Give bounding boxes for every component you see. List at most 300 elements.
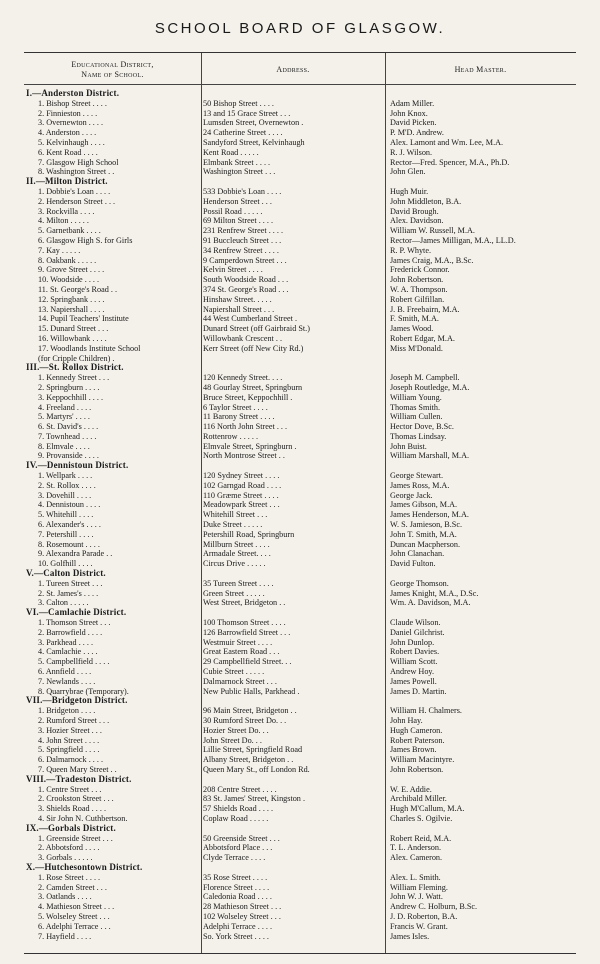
school-name: 8. Washington Street . . [38, 167, 115, 177]
school-address: Duke Street . . . . . [203, 520, 263, 530]
head-master: J. B. Freebairn, M.A. [390, 304, 460, 314]
head-master: William Cullen. [390, 412, 443, 422]
table-row [24, 403, 576, 413]
table-row [24, 354, 576, 364]
head-master: Hugh M'Callum, M.A. [390, 804, 465, 814]
school-name: (for Cripple Children) . [38, 353, 115, 363]
header-head-master: Head Master. [454, 65, 507, 74]
school-address: 374 St. George's Road . . . [203, 284, 289, 294]
district-heading-row [24, 363, 576, 373]
school-name: 8. Quarrybrae (Temporary). [38, 686, 129, 696]
table-row [24, 598, 576, 608]
school-address: 50 Greenside Street . . . [203, 833, 280, 843]
head-master: F. Smith, M.A. [390, 314, 439, 324]
head-master: Alex. Davidson. [390, 216, 444, 226]
head-master: William Fleming. [390, 882, 448, 892]
head-master: James Ross, M.A. [390, 480, 450, 490]
district-heading: VIII.—Tradeston District. [26, 774, 132, 784]
head-master: Miss M'Donald. [390, 343, 443, 353]
header-rule [24, 84, 576, 85]
table-row [24, 589, 576, 599]
head-master: John Middleton, B.A. [390, 196, 462, 206]
district-heading-row [24, 177, 576, 187]
header-address: Address. [276, 65, 310, 74]
table-row [24, 275, 576, 285]
school-name: 10. Woodside . . . . [38, 275, 100, 285]
school-name: 9. Alexandra Parade . . [38, 549, 113, 559]
table-row [24, 549, 576, 559]
school-name: 3. Keppochhill . . . . [38, 392, 104, 402]
school-address: 11 Barony Street . . . . [203, 412, 275, 422]
table-row [24, 216, 576, 226]
header-school-line: Name of School. [81, 70, 144, 79]
school-address: Bruce Street, Keppochhill . [203, 392, 293, 402]
school-address: 110 Græme Street . . . . [203, 490, 279, 500]
head-master: T. L. Anderson. [390, 843, 442, 853]
head-master: Claude Wilson. [390, 618, 441, 628]
school-address: Kerr Street (off New City Rd.) [203, 343, 304, 353]
district-heading: II.—Milton District. [26, 177, 108, 187]
table-row [24, 559, 576, 569]
district-heading: VI.—Camlachie District. [26, 608, 127, 618]
school-name: 16. Willowbank . . . . [38, 333, 107, 343]
table-row [24, 207, 576, 217]
head-master: Charles S. Ogilvie. [390, 813, 453, 823]
head-master: Joseph M. Campbell. [390, 373, 460, 383]
school-name: 5. Martyrs' . . . . [38, 412, 90, 422]
school-name: 11. St. George's Road . . [38, 284, 118, 294]
head-master: John Robertson. [390, 764, 444, 774]
school-name: 1. Thomson Street . . . [38, 618, 111, 628]
school-name: 3. Dovehill . . . . [38, 490, 92, 500]
head-master: W. A. Thompson. [390, 284, 448, 294]
school-name: 8. Rosemount . . . . [38, 539, 100, 549]
table-row [24, 530, 576, 540]
header-district-line: Educational District, [71, 60, 154, 69]
head-master: Duncan Macpherson. [390, 539, 461, 549]
page-title: SCHOOL BOARD OF GLASGOW. [154, 20, 446, 37]
head-master: George Stewart. [390, 471, 444, 481]
school-name: 6. Alexander's . . . . [38, 520, 101, 530]
head-master: Rector—Fred. Spencer, M.A., Ph.D. [390, 157, 510, 167]
table-row [24, 706, 576, 716]
head-master: Daniel Gilchrist. [390, 627, 445, 637]
table-row [24, 305, 576, 315]
table-row [24, 481, 576, 491]
school-address: 83 St. James' Street, Kingston . [203, 794, 305, 804]
school-name: 4. John Street . . . . [38, 735, 100, 745]
school-name: 6. Kent Road . . . . [38, 147, 98, 157]
school-name: 1. Centre Street . . . [38, 784, 102, 794]
school-address: 44 West Cumberland Street . [203, 314, 298, 324]
school-address: Lumsden Street, Overnewton . [203, 118, 304, 128]
district-heading: X.—Hutchesontown District. [26, 862, 143, 872]
table-row [24, 256, 576, 266]
school-name: 1. Dobbie's Loan . . . . [38, 186, 111, 196]
school-address: 533 Dobbie's Loan . . . . [203, 186, 282, 196]
head-master: William W. Russell, M.A. [390, 226, 475, 236]
district-heading: IX.—Gorbals District. [26, 823, 116, 833]
school-name: 6. Annfield . . . . [38, 667, 92, 677]
school-name: 2. Henderson Street . . . [38, 196, 116, 206]
head-master: John W. J. Watt. [390, 892, 443, 902]
school-address: 126 Barrowfield Street . . . [203, 627, 291, 637]
head-master: Wm. A. Davidson, M.A. [390, 598, 471, 608]
head-master: P. M'D. Andrew. [390, 128, 444, 138]
school-name: 3. Oatlands . . . . [38, 892, 92, 902]
district-heading-row [24, 863, 576, 873]
school-name: 7. Glasgow High School [38, 157, 119, 167]
school-address: 231 Renfrew Street . . . . [203, 226, 284, 236]
school-address: Rottenrow . . . . . [203, 431, 259, 441]
table-row [24, 118, 576, 128]
school-name: 5. Whitehill . . . . [38, 510, 94, 520]
school-address: Petershill Road, Springburn [203, 529, 295, 539]
table-row [24, 265, 576, 275]
head-master: Alex. L. Smith. [390, 872, 441, 882]
table-row [24, 873, 576, 883]
school-address: Florence Street . . . . [203, 882, 270, 892]
school-address: 35 Rose Street . . . . [203, 872, 268, 882]
school-address: Sandyford Street, Kelvinhaugh [203, 137, 305, 147]
table-row [24, 197, 576, 207]
school-name: 4. Milton . . . . . [38, 216, 89, 226]
school-name: 1. Bridgeton . . . . [38, 706, 96, 716]
head-master: R. P. Whyte. [390, 245, 432, 255]
table-row [24, 932, 576, 942]
head-master: John Robertson. [390, 275, 444, 285]
table-row [24, 804, 576, 814]
school-name: 6. Dalmarnock . . . . [38, 755, 104, 765]
table-row [24, 814, 576, 824]
school-name: 4. Anderston . . . . [38, 128, 97, 138]
table-row [24, 500, 576, 510]
table-row [24, 246, 576, 256]
school-address: Westmuir Street . . . . [203, 637, 273, 647]
table-row [24, 167, 576, 177]
table-row [24, 314, 576, 324]
table-row [24, 892, 576, 902]
table-row [24, 324, 576, 334]
school-name: 8. Oakbank . . . . . [38, 255, 97, 265]
school-name: 4. Mathieson Street . . . [38, 902, 115, 912]
table-row [24, 451, 576, 461]
school-address: 34 Renfrew Street . . . . [203, 245, 279, 255]
table-row [24, 148, 576, 158]
school-name: 4. Freeland . . . . [38, 402, 92, 412]
head-master: Andrew Hoy. [390, 667, 435, 677]
head-master: John Knox. [390, 108, 428, 118]
head-master: Andrew C. Holburn, B.Sc. [390, 902, 478, 912]
school-address: 28 Mathieson Street . . . [203, 902, 282, 912]
school-address: Willowbank Crescent . . [203, 333, 283, 343]
table-row [24, 393, 576, 403]
table-row [24, 383, 576, 393]
school-address: 69 Milton Street . . . . [203, 216, 274, 226]
head-master: John Buist. [390, 441, 427, 451]
school-name: 5. Garnetbank . . . . [38, 226, 101, 236]
school-address: Abbotsford Place . . . [203, 843, 273, 853]
district-heading: III.—St. Rollox District. [26, 363, 124, 373]
table-row [24, 412, 576, 422]
table-row [24, 922, 576, 932]
district-heading-row [24, 569, 576, 579]
head-master: James D. Martin. [390, 686, 447, 696]
head-master: William Marshall, M.A. [390, 451, 470, 461]
table-row [24, 187, 576, 197]
table-row [24, 510, 576, 520]
school-address: Kelvin Street . . . . [203, 265, 263, 275]
school-name: 3. Calton . . . . . [38, 598, 89, 608]
school-address: Henderson Street . . . [203, 196, 272, 206]
school-address: 13 and 15 Grace Street . . . [203, 108, 291, 118]
table-row [24, 236, 576, 246]
head-master: James Powell. [390, 676, 437, 686]
table-row [24, 687, 576, 697]
school-name: 5. Campbellfield . . . . [38, 657, 110, 667]
head-master: Robert Paterson. [390, 735, 445, 745]
school-name: 7. Newlands . . . . [38, 676, 96, 686]
school-address: 120 Sydney Street . . . . [203, 471, 280, 481]
district-heading-row [24, 608, 576, 618]
table-row [24, 628, 576, 638]
head-master: Frederick Connor. [390, 265, 450, 275]
head-master: Robert Edgar, M.A. [390, 333, 455, 343]
school-address: Queen Mary St., off London Rd. [203, 764, 310, 774]
head-master: W. S. Jamieson, B.Sc. [390, 520, 463, 530]
head-master: George Jack. [390, 490, 433, 500]
head-master: William Young. [390, 392, 442, 402]
table-row [24, 540, 576, 550]
school-name: 14. Pupil Teachers' Institute [38, 314, 129, 324]
district-heading: IV.—Dennistoun District. [26, 461, 129, 471]
head-master: James Isles. [390, 931, 430, 941]
school-name: 6. Glasgow High S. for Girls [38, 235, 133, 245]
head-master: Thomas Lindsay. [390, 431, 447, 441]
head-master: Joseph Routledge, M.A. [390, 382, 470, 392]
school-name: 6. Adelphi Terrace . . . [38, 921, 111, 931]
head-master: Robert Reid, M.A. [390, 833, 452, 843]
school-address: New Public Halls, Parkhead . [203, 686, 300, 696]
head-master: Alex. Cameron. [390, 853, 443, 863]
school-address: Armadale Street. . . . [203, 549, 271, 559]
table-row [24, 667, 576, 677]
school-name: 3. Parkhead . . . . [38, 637, 94, 647]
table-row [24, 794, 576, 804]
table-row [24, 716, 576, 726]
school-address: 35 Tureen Street . . . . [203, 578, 274, 588]
table-row [24, 432, 576, 442]
school-address: 208 Centre Street . . . . [203, 784, 277, 794]
school-address: 96 Main Street, Bridgeton . . [203, 706, 297, 716]
table-row [24, 765, 576, 775]
district-heading-row [24, 461, 576, 471]
table-body [24, 89, 576, 941]
table-row [24, 853, 576, 863]
school-address: So. York Street . . . . [203, 931, 269, 941]
head-master: Hugh Muir. [390, 186, 429, 196]
head-master: Adam Miller. [390, 98, 435, 108]
table-row [24, 109, 576, 119]
school-address: Washington Street . . . [203, 167, 276, 177]
school-name: 9. Grove Street . . . . [38, 265, 105, 275]
head-master: John Dunlop. [390, 637, 435, 647]
head-master: Rector—James Milligan, M.A., LL.D. [390, 235, 516, 245]
district-heading-row [24, 824, 576, 834]
head-master: Archibald Miller. [390, 794, 447, 804]
district-heading: I.—Anderston District. [26, 89, 120, 98]
table-row [24, 334, 576, 344]
table-row [24, 226, 576, 236]
head-master: William H. Chalmers. [390, 706, 462, 716]
head-master: James Knight, M.A., D.Sc. [390, 588, 479, 598]
table-row [24, 579, 576, 589]
table-row [24, 657, 576, 667]
head-master: John Clanachan. [390, 549, 445, 559]
school-name: 2. Camden Street . . . [38, 882, 107, 892]
school-address: Meadowpark Street . . . [203, 500, 280, 510]
head-master: James Gibson, M.A. [390, 500, 458, 510]
district-heading-row [24, 775, 576, 785]
head-master: John Glen. [390, 167, 426, 177]
school-name: 1. Tureen Street . . . [38, 578, 103, 588]
school-name: 8. Elmvale . . . . [38, 441, 90, 451]
school-name: 13. Napiershall . . . . [38, 304, 105, 314]
school-address: John Street Do. . . [203, 735, 262, 745]
school-name: 2. St. Rollox . . . . [38, 480, 96, 490]
head-master: William Scott. [390, 657, 438, 667]
school-address: South Woodside Road . . . [203, 275, 289, 285]
school-table [24, 52, 576, 954]
school-address: Adelphi Terrace . . . . [203, 921, 273, 931]
school-address: Possil Road . . . . . [203, 206, 263, 216]
school-name: 2. Crookston Street . . . [38, 794, 114, 804]
school-address: 48 Gourlay Street, Springburn [203, 382, 303, 392]
school-name: 12. Springbank . . . . [38, 294, 105, 304]
table-row [24, 138, 576, 148]
table-row [24, 373, 576, 383]
school-name: 3. Rockvilla . . . . [38, 206, 95, 216]
school-name: 9. Provanside . . . . [38, 451, 99, 461]
table-row [24, 677, 576, 687]
head-master: Hector Dove, B.Sc. [390, 422, 454, 432]
school-address: Great Eastern Road . . . [203, 647, 280, 657]
school-address: Elmbank Street . . . . [203, 157, 271, 167]
district-heading: VII.—Bridgeton District. [26, 696, 128, 706]
school-address: Dunard Street (off Gairbraid St.) [203, 324, 310, 334]
school-address: Green Street . . . . . [203, 588, 265, 598]
school-address: Whitehill Street . . . [203, 510, 268, 520]
school-name: 2. Barrowfield . . . . [38, 627, 103, 637]
school-address: 57 Shields Road . . . . [203, 804, 274, 814]
table-row [24, 99, 576, 109]
school-name: 7. Queen Mary Street . . [38, 764, 117, 774]
school-name: 2. Abbotsford . . . . [38, 843, 100, 853]
school-name: 2. St. James's . . . . [38, 588, 99, 598]
head-master: R. J. Wilson. [390, 147, 433, 157]
table-row [24, 618, 576, 628]
school-address: Circus Drive . . . . . [203, 559, 266, 569]
school-address: 6 Taylor Street . . . . [203, 402, 268, 412]
school-name: 1. Greenside Street . . . [38, 833, 113, 843]
school-name: 2. Finnieston . . . . [38, 108, 98, 118]
school-address: 24 Catherine Street . . . . [203, 128, 283, 138]
table-row [24, 745, 576, 755]
head-master: James Brown. [390, 745, 437, 755]
school-name: 3. Overnewton . . . . [38, 118, 104, 128]
head-master: Robert Davies. [390, 647, 440, 657]
school-address: Hinshaw Street. . . . . [203, 294, 272, 304]
school-name: 5. Wolseley Street . . . [38, 911, 110, 921]
school-name: 5. Kelvinhaugh . . . . [38, 137, 105, 147]
table-row [24, 755, 576, 765]
school-address: 50 Bishop Street . . . . [203, 98, 274, 108]
school-address: West Street, Bridgeton . . [203, 598, 286, 608]
table-row [24, 912, 576, 922]
school-name: 3. Hozier Street . . . [38, 725, 102, 735]
head-master: J. D. Roberton, B.A. [390, 911, 458, 921]
school-name: 4. Dennistoun . . . . [38, 500, 101, 510]
head-master: James Craig, M.A., B.Sc. [390, 255, 474, 265]
school-address: Napiershall Street . . . [203, 304, 275, 314]
head-master: David Brough. [390, 206, 439, 216]
school-address: 116 North John Street . . . [203, 422, 288, 432]
school-name: 7. Townhead . . . . [38, 431, 97, 441]
district-heading-row [24, 696, 576, 706]
school-name: 2. Springburn . . . . [38, 382, 100, 392]
school-address: 120 Kennedy Street. . . . [203, 373, 283, 383]
school-address: Coplaw Road . . . . . [203, 813, 269, 823]
table-row [24, 843, 576, 853]
school-name: 7. Kay . . . . . [38, 245, 81, 255]
head-master: John T. Smith, M.A. [390, 529, 457, 539]
school-address: 9 Camperdown Street . . . [203, 255, 287, 265]
school-name: 3. Shields Road . . . . [38, 804, 107, 814]
school-name: 15. Dunard Street . . . [38, 324, 109, 334]
school-name: 2. Rumford Street . . . [38, 716, 110, 725]
school-address: North Montrose Street . . [203, 451, 285, 461]
school-address: 102 Wolseley Street . . . [203, 911, 281, 921]
table-row [24, 128, 576, 138]
school-name: 5. Springfield . . . . [38, 745, 100, 755]
table-row [24, 726, 576, 736]
school-name: 4. Camlachie . . . . [38, 647, 98, 657]
table-row [24, 647, 576, 657]
head-master: David Fulton. [390, 559, 436, 569]
head-master: Francis W. Grant. [390, 921, 448, 931]
table-row [24, 902, 576, 912]
head-master: Hugh Cameron. [390, 725, 443, 735]
school-name: 17. Woodlands Institute School [38, 343, 141, 353]
district-heading-row [24, 89, 576, 99]
school-address: 29 Campbellfield Street. . . [203, 657, 292, 667]
school-name: 7. Hayfield . . . . [38, 931, 92, 941]
header-district-school [24, 60, 201, 80]
school-address: Clyde Terrace . . . . [203, 853, 266, 863]
school-name: 10. Golfhill . . . . [38, 559, 93, 569]
head-master: Alex. Lamont and Wm. Lee, M.A. [390, 137, 504, 147]
table-row [24, 785, 576, 795]
school-address: Millburn Street . . . . [203, 539, 270, 549]
table-row [24, 442, 576, 452]
head-master: William Macintyre. [390, 755, 455, 765]
table-row [24, 834, 576, 844]
school-address: Elmvale Street, Springburn . [203, 441, 297, 451]
table-row [24, 471, 576, 481]
school-address: 102 Garngad Road . . . . [203, 480, 282, 490]
school-address: Hozier Street Do. . . [203, 725, 269, 735]
table-row [24, 520, 576, 530]
